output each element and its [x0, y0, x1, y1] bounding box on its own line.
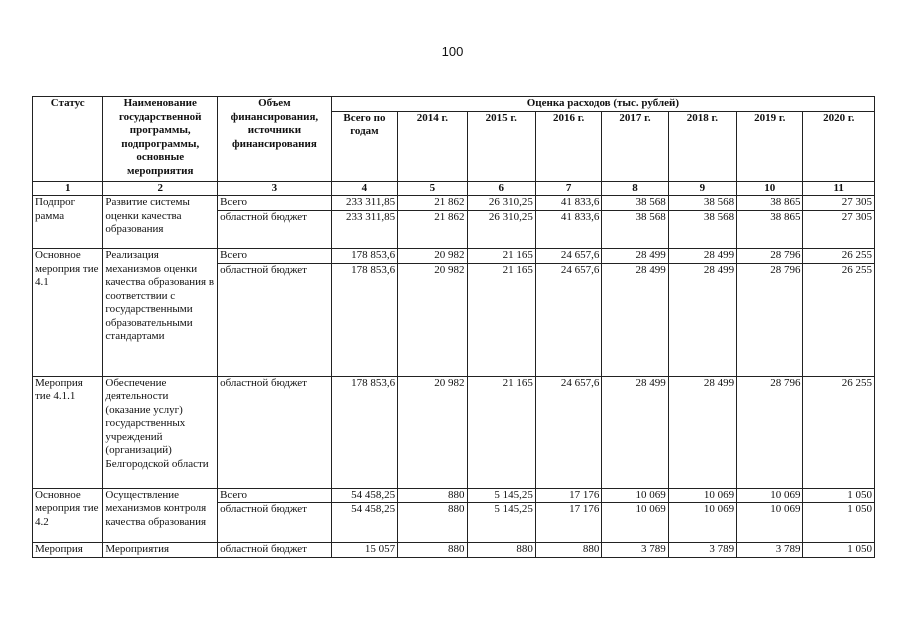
value-cell: 28 499 [602, 263, 668, 376]
value-cell: 26 255 [803, 263, 875, 376]
value-cell: 1 050 [803, 503, 875, 543]
value-cell: 20 982 [398, 376, 467, 488]
name-cell: Развитие системы оценки качества образования [103, 196, 218, 249]
value-cell: 880 [398, 503, 467, 543]
value-cell: 880 [398, 543, 467, 558]
value-cell: 24 657,6 [535, 263, 601, 376]
value-cell: 26 255 [803, 249, 875, 264]
value-cell: 20 982 [398, 263, 467, 376]
header-year: 2015 г. [467, 111, 535, 181]
header-year: 2017 г. [602, 111, 668, 181]
value-cell: 178 853,6 [331, 249, 397, 264]
header-volume: Объем финансирования, источники финансирования [218, 97, 332, 182]
status-cell: Мероприя [33, 543, 103, 558]
value-cell: 28 796 [737, 249, 803, 264]
value-cell: 26 255 [803, 376, 875, 488]
column-number: 4 [331, 181, 397, 196]
value-cell: 21 165 [467, 249, 535, 264]
column-number: 11 [803, 181, 875, 196]
value-cell: 28 499 [668, 376, 736, 488]
source-cell: областной бюджет [218, 503, 332, 543]
value-cell: 10 069 [737, 503, 803, 543]
value-cell: 10 069 [737, 488, 803, 503]
status-cell: Основное мероприя тие 4.2 [33, 488, 103, 543]
value-cell: 41 833,6 [535, 196, 601, 211]
source-cell: областной бюджет [218, 263, 332, 376]
value-cell: 54 458,25 [331, 488, 397, 503]
value-cell: 28 796 [737, 263, 803, 376]
value-cell: 5 145,25 [467, 503, 535, 543]
column-number: 2 [103, 181, 218, 196]
value-cell: 24 657,6 [535, 376, 601, 488]
header-row-1 [33, 97, 875, 112]
value-cell: 21 862 [398, 196, 467, 211]
value-cell: 38 568 [668, 211, 736, 249]
column-number: 5 [398, 181, 467, 196]
column-number: 9 [668, 181, 736, 196]
name-cell: Обеспечение деятельности (оказание услуг) государственных учреждений (организаций) Белгородской области [103, 376, 218, 488]
header-year: 2020 г. [803, 111, 875, 181]
source-cell: Всего [218, 249, 332, 264]
header-year: 2016 г. [535, 111, 601, 181]
value-cell: 233 311,85 [331, 196, 397, 211]
column-number: 6 [467, 181, 535, 196]
column-number: 10 [737, 181, 803, 196]
table-row [33, 196, 875, 211]
value-cell: 28 499 [668, 249, 736, 264]
column-number: 3 [218, 181, 332, 196]
page-number: 100 [441, 44, 464, 59]
value-cell: 21 862 [398, 211, 467, 249]
value-cell: 10 069 [602, 503, 668, 543]
value-cell: 1 050 [803, 488, 875, 503]
value-cell: 20 982 [398, 249, 467, 264]
status-cell: Мероприя тие 4.1.1 [33, 376, 103, 488]
value-cell: 1 050 [803, 543, 875, 558]
value-cell: 28 499 [668, 263, 736, 376]
value-cell: 41 833,6 [535, 211, 601, 249]
value-cell: 880 [535, 543, 601, 558]
column-number: 1 [33, 181, 103, 196]
value-cell: 26 310,25 [467, 211, 535, 249]
value-cell: 3 789 [668, 543, 736, 558]
value-cell: 38 865 [737, 211, 803, 249]
status-cell: Подпрог рамма [33, 196, 103, 249]
value-cell: 17 176 [535, 503, 601, 543]
value-cell: 38 568 [668, 196, 736, 211]
value-cell: 38 568 [602, 211, 668, 249]
value-cell: 21 165 [467, 263, 535, 376]
name-cell: Осуществление механизмов контроля качества образования [103, 488, 218, 543]
value-cell: 178 853,6 [331, 376, 397, 488]
value-cell: 38 865 [737, 196, 803, 211]
header-estimate: Оценка расходов (тыс. рублей) [331, 97, 874, 112]
source-cell: Всего [218, 488, 332, 503]
status-cell: Основное мероприя тие 4.1 [33, 249, 103, 377]
value-cell: 54 458,25 [331, 503, 397, 543]
value-cell: 10 069 [602, 488, 668, 503]
name-cell: Реализация механизмов оценки качества образования в соответствии с государственными образовательными стандартами [103, 249, 218, 377]
header-year: 2019 г. [737, 111, 803, 181]
value-cell: 3 789 [602, 543, 668, 558]
value-cell: 880 [398, 488, 467, 503]
table-row [33, 543, 875, 558]
header-year: 2018 г. [668, 111, 736, 181]
source-cell: Всего [218, 196, 332, 211]
value-cell: 880 [467, 543, 535, 558]
source-cell: областной бюджет [218, 211, 332, 249]
value-cell: 28 499 [602, 249, 668, 264]
column-number-row [33, 181, 875, 196]
column-number: 7 [535, 181, 601, 196]
name-cell: Мероприятия [103, 543, 218, 558]
value-cell: 27 305 [803, 211, 875, 249]
header-name: Наименование государственной программы, подпрограммы, основные мероприятия [103, 97, 218, 182]
value-cell: 15 057 [331, 543, 397, 558]
value-cell: 27 305 [803, 196, 875, 211]
value-cell: 10 069 [668, 503, 736, 543]
budget-table [32, 96, 875, 558]
value-cell: 233 311,85 [331, 211, 397, 249]
table-row [33, 488, 875, 503]
value-cell: 17 176 [535, 488, 601, 503]
value-cell: 10 069 [668, 488, 736, 503]
value-cell: 178 853,6 [331, 263, 397, 376]
column-number: 8 [602, 181, 668, 196]
value-cell: 24 657,6 [535, 249, 601, 264]
header-status: Статус [33, 97, 103, 182]
table-row [33, 376, 875, 488]
value-cell: 28 499 [602, 376, 668, 488]
value-cell: 5 145,25 [467, 488, 535, 503]
value-cell: 28 796 [737, 376, 803, 488]
header-year: 2014 г. [398, 111, 467, 181]
table-row [33, 249, 875, 264]
value-cell: 3 789 [737, 543, 803, 558]
source-cell: областной бюджет [218, 376, 332, 488]
source-cell: областной бюджет [218, 543, 332, 558]
value-cell: 38 568 [602, 196, 668, 211]
header-total: Всего по годам [331, 111, 397, 181]
value-cell: 26 310,25 [467, 196, 535, 211]
value-cell: 21 165 [467, 376, 535, 488]
